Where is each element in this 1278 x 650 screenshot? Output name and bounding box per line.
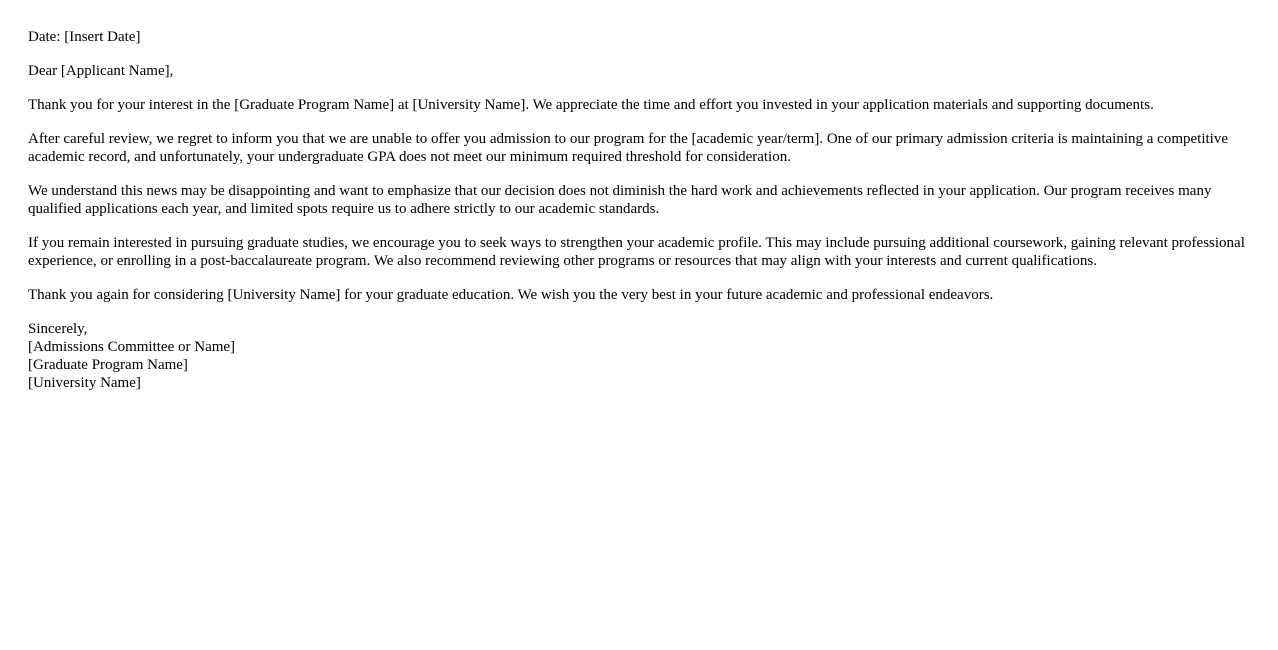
paragraph-decision: After careful review, we regret to inform you that we are unable to offer you admission to our program for the [academic year/term]. One of our primary admission criteria is maintaining a competitive academic record, and unfortunately, your undergraduate GPA does not meet our minimum required threshold for consideration. [28, 131, 1228, 165]
date-line: Date: [Insert Date] [28, 29, 141, 45]
letter-body [28, 28, 1250, 408]
salutation: Dear [Applicant Name], [28, 63, 174, 79]
signature-name: [Admissions Committee or Name] [28, 339, 236, 355]
paragraph-closing: Thank you again for considering [University Name] for your graduate education. We wish you the very best in your future academic and professional endeavors. [28, 287, 994, 303]
signature-university: [University Name] [28, 375, 141, 391]
signature-closing: Sincerely, [28, 321, 88, 337]
paragraph-advice: If you remain interested in pursuing graduate studies, we encourage you to seek ways to strengthen your academic profile. This may include pursuing additional coursework, gaining relevant professional experience, or enrolling in a post-baccalaureate program. We also recommend reviewing other programs or resources that may align with your interests and current qualifications. [28, 235, 1245, 269]
signature-program: [Graduate Program Name] [28, 357, 188, 373]
paragraph-intro: Thank you for your interest in the [Graduate Program Name] at [University Name]. We appreciate the time and effort you invested in your application materials and supporting documents. [28, 97, 1154, 113]
signature-block [28, 320, 1250, 392]
paragraph-context: We understand this news may be disappointing and want to emphasize that our decision does not diminish the hard work and achievements reflected in your application. Our program receives many qualified applications each year, and limited spots require us to adhere strictly to our academic standards. [28, 183, 1212, 217]
